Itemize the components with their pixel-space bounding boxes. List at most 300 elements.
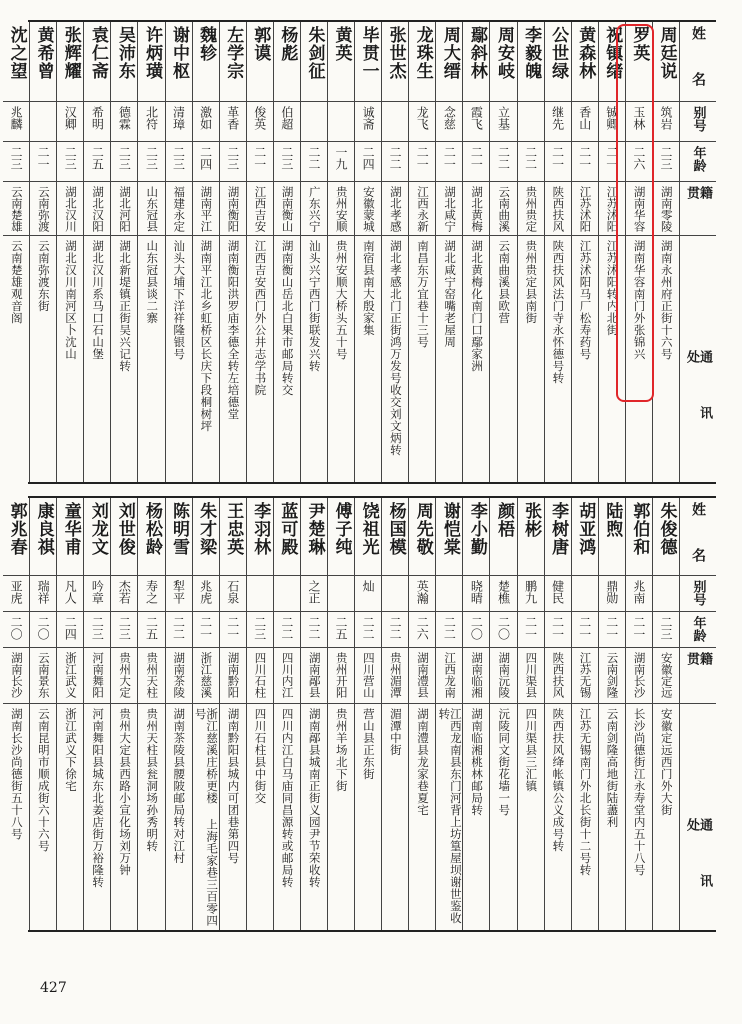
person-column	[3, 22, 29, 482]
name-cell	[328, 498, 354, 576]
addr-cell	[436, 704, 462, 930]
addr-text: 湖南黔阳县城内可团巷第四号	[226, 708, 241, 864]
name-cell	[111, 22, 137, 102]
addr-text: 云南弥渡东街	[36, 240, 51, 312]
name-cell	[382, 22, 408, 102]
age-cell	[490, 612, 516, 648]
addr-text: 安徽定远西门外大街	[659, 708, 674, 816]
origin-text: 湖北河阳	[118, 186, 133, 232]
alias-cell	[84, 576, 110, 612]
addr-text: 湖南平江北乡虹桥区长庆下段桐树坪	[199, 240, 214, 432]
name-cell	[138, 22, 164, 102]
alias-cell	[111, 102, 137, 142]
age-text: 二一	[469, 146, 484, 170]
age-text: 二二	[306, 146, 321, 170]
name-cell	[518, 498, 544, 576]
age-cell	[382, 612, 408, 648]
addr-text: 云南昆明市顺成街六十六号	[36, 708, 51, 852]
name-cell	[30, 22, 56, 102]
age-text: 二二	[279, 616, 294, 640]
age-text: 二一	[631, 616, 646, 640]
age-cell	[3, 142, 29, 182]
addr-text: 江苏沭阳马厂松寿药号	[578, 240, 593, 360]
addr-cell	[599, 704, 625, 930]
alias-text: 鼎勋	[604, 580, 619, 604]
alias-cell	[463, 102, 489, 142]
addr-text: 江西龙南县东门河背上坊篁屋坝谢世鉴收转	[437, 708, 463, 924]
alias-cell	[490, 102, 516, 142]
alias-cell	[274, 576, 300, 612]
alias-text: 霞飞	[469, 106, 484, 130]
age-text: 二一	[415, 146, 430, 170]
origin-text: 云南楚雄	[9, 186, 24, 232]
alias-cell	[57, 102, 83, 142]
origin-text: 湖南临湘	[470, 652, 485, 698]
alias-cell	[382, 102, 408, 142]
name-text: 周先敬	[412, 502, 433, 556]
name-text: 魏轸	[196, 26, 217, 62]
age-cell	[355, 142, 381, 182]
addr-text: 湖南鄗县城南正街义园尹节荣收转	[307, 708, 322, 888]
age-cell	[274, 612, 300, 648]
age-text: 二三	[117, 146, 132, 170]
origin-cell	[84, 182, 110, 236]
age-text: 二一	[550, 616, 565, 640]
name-cell	[490, 498, 516, 576]
name-cell	[545, 22, 571, 102]
addr-text: 浙江慈溪庄桥更楼 上海毛家巷三百零四号	[193, 708, 220, 927]
alias-text: 石泉	[225, 580, 240, 604]
origin-cell	[220, 648, 246, 704]
name-text: 李羽林	[250, 502, 271, 556]
age-cell	[84, 142, 110, 182]
alias-text: 革香	[225, 106, 240, 130]
age-text: 二一	[577, 146, 592, 170]
origin-cell	[355, 182, 381, 236]
age-cell	[274, 142, 300, 182]
addr-cell	[57, 704, 83, 930]
person-column	[300, 22, 327, 482]
origin-text: 湖北汉川	[63, 186, 78, 232]
alias-cell	[57, 576, 83, 612]
alias-cell	[518, 102, 544, 142]
name-text: 许炳璜	[141, 26, 162, 80]
person-column	[110, 22, 137, 482]
name-cell	[572, 22, 598, 102]
origin-text: 云南剑隆	[605, 652, 620, 698]
age-text: 二三	[658, 146, 673, 170]
name-cell	[599, 498, 625, 576]
age-text: 二一	[550, 146, 565, 170]
alias-text: 汉卿	[63, 106, 78, 130]
alias-text: 继先	[550, 106, 565, 130]
age-cell	[301, 612, 327, 648]
age-cell	[545, 612, 571, 648]
addr-text: 四川内江白马庙同昌源转或邮局转	[280, 708, 295, 888]
addr-cell	[328, 704, 354, 930]
alias-cell	[3, 576, 29, 612]
name-text: 毕贯一	[358, 26, 379, 80]
addr-cell	[301, 236, 327, 482]
addr-cell	[653, 704, 679, 930]
name-cell	[30, 498, 56, 576]
alias-text: 兆麟	[9, 106, 24, 130]
red-highlight-box	[616, 24, 654, 402]
alias-text: 楚樵	[496, 580, 511, 604]
name-text: 胡亚鸿	[575, 502, 596, 556]
name-text: 尹楚琳	[304, 502, 325, 556]
age-text: 二三	[171, 146, 186, 170]
alias-text: 筑岩	[658, 106, 673, 130]
name-text: 李毅魄	[521, 26, 542, 80]
addr-text: 湖北汉川系马口石山堡	[91, 240, 106, 360]
origin-cell	[247, 182, 273, 236]
person-column	[327, 498, 354, 930]
age-text: 二三	[658, 616, 673, 640]
age-text: 二〇	[9, 616, 24, 640]
origin-text: 贵州贵定	[524, 186, 539, 232]
name-text: 沈之望	[6, 26, 27, 80]
person-column	[192, 498, 219, 930]
addr-cell	[355, 704, 381, 930]
addr-text: 贵州大定县西路小宣化场刘万钟	[118, 708, 133, 876]
person-column	[408, 22, 435, 482]
addr-cell	[653, 236, 679, 482]
age-cell	[409, 142, 435, 182]
origin-cell	[166, 182, 192, 236]
age-text: 二三	[90, 616, 105, 640]
addr-cell	[382, 236, 408, 482]
age-cell	[599, 612, 625, 648]
origin-text: 贵州安顺	[334, 186, 349, 232]
age-text: 二一	[36, 146, 51, 170]
origin-cell	[572, 648, 598, 704]
name-cell	[57, 498, 83, 576]
name-cell	[490, 22, 516, 102]
alias-text: 玉林	[631, 106, 646, 130]
addr-cell	[3, 704, 29, 930]
origin-cell	[3, 648, 29, 704]
addr-text: 湖北咸宁窑嘴老屋周	[443, 240, 458, 348]
addr-text: 贵州羊场北下街	[334, 708, 349, 792]
person-column	[327, 22, 354, 482]
alias-cell	[301, 102, 327, 142]
header-origin-cell	[680, 182, 716, 236]
alias-text: 杰若	[117, 580, 132, 604]
name-cell	[84, 22, 110, 102]
alias-cell	[328, 102, 354, 142]
alias-text: 兆虎	[198, 580, 213, 604]
roster-table-top	[6, 20, 716, 484]
header-age-text: 年龄	[690, 146, 706, 172]
person-column	[462, 498, 489, 930]
alias-cell	[409, 576, 435, 612]
addr-cell	[572, 704, 598, 930]
name-cell	[409, 498, 435, 576]
addr-text: 陕西扶风法门寺永怀德号转	[551, 240, 566, 384]
alias-text: 寿之	[144, 580, 159, 604]
alias-cell	[138, 576, 164, 612]
alias-cell	[653, 102, 679, 142]
origin-text: 湖南鄗县	[307, 652, 322, 698]
origin-text: 四川内江	[280, 652, 295, 698]
person-column	[517, 498, 544, 930]
alias-text: 龙飞	[415, 106, 430, 130]
name-text: 陈明雪	[169, 502, 190, 556]
alias-cell	[30, 102, 56, 142]
addr-text: 湖北孝感北门正街鸿万发号收交刘文炳转	[388, 240, 403, 456]
header-age-cell	[680, 612, 716, 648]
age-text: 二二	[388, 616, 403, 640]
name-cell	[463, 498, 489, 576]
alias-cell	[3, 102, 29, 142]
age-text: 二二	[496, 146, 511, 170]
origin-text: 江苏沭阳	[605, 186, 620, 232]
addr-text: 湄潭中街	[388, 708, 403, 756]
alias-text: 香山	[577, 106, 592, 130]
header-age-text: 年龄	[690, 616, 706, 642]
origin-text: 四川渠县	[524, 652, 539, 698]
addr-text: 南昌东万宜巷十三号	[416, 240, 430, 348]
person-column	[219, 498, 246, 930]
addr-cell	[436, 236, 462, 482]
alias-text: 吟章	[90, 580, 105, 604]
age-cell	[111, 142, 137, 182]
name-text: 刘龙文	[87, 502, 108, 556]
name-text: 郭兆春	[6, 502, 27, 556]
name-cell	[545, 498, 571, 576]
alias-cell	[463, 576, 489, 612]
alias-text: 激如	[198, 106, 213, 130]
header-origin-text: 籍 贯	[684, 652, 712, 671]
addr-cell	[328, 236, 354, 482]
header-age-cell	[680, 142, 716, 182]
alias-cell	[490, 576, 516, 612]
age-text: 二二	[442, 616, 457, 640]
name-cell	[247, 498, 273, 576]
name-cell	[301, 22, 327, 102]
origin-cell	[3, 182, 29, 236]
age-text: 二一	[523, 616, 538, 640]
origin-cell	[518, 182, 544, 236]
age-cell	[138, 612, 164, 648]
roster-table-bottom	[6, 496, 716, 932]
age-cell	[409, 612, 435, 648]
alias-text: 兆南	[631, 580, 646, 604]
origin-text: 四川石柱	[253, 652, 268, 698]
origin-text: 湖北黄梅	[470, 186, 485, 232]
age-cell	[247, 612, 273, 648]
name-cell	[436, 498, 462, 576]
addr-cell	[301, 704, 327, 930]
name-cell	[166, 22, 192, 102]
person-column	[517, 22, 544, 482]
name-text: 李树唐	[548, 502, 569, 556]
addr-cell	[409, 704, 435, 930]
person-column	[625, 498, 652, 930]
name-text: 朱俊德	[656, 502, 677, 556]
origin-cell	[111, 182, 137, 236]
name-text: 李小勤	[466, 502, 487, 556]
addr-text: 山东冠县谈二寨	[145, 240, 160, 324]
age-text: 二一	[604, 146, 619, 170]
origin-text: 湖北汉阳	[91, 186, 106, 232]
header-alias-text: 别号	[690, 580, 706, 606]
age-text: 二三	[117, 616, 132, 640]
name-text: 朱才梁	[196, 502, 217, 556]
addr-cell	[193, 236, 219, 482]
addr-text: 四川石柱县中街交	[253, 708, 268, 804]
origin-cell	[30, 182, 56, 236]
person-column	[408, 498, 435, 930]
name-text: 祝镇绪	[602, 26, 623, 80]
origin-text: 贵州开阳	[334, 652, 349, 698]
addr-cell	[166, 236, 192, 482]
addr-text: 云南剑隆高地街陆藎利	[605, 708, 620, 828]
age-text: 二一	[198, 616, 213, 640]
age-text: 二一	[577, 616, 592, 640]
name-text: 傅子纯	[331, 502, 352, 556]
age-cell	[301, 142, 327, 182]
header-name-text: 姓 名	[690, 26, 706, 94]
addr-text: 南宿县南大殷家集	[361, 240, 376, 336]
origin-text: 山东冠县	[145, 186, 160, 232]
origin-cell	[463, 182, 489, 236]
alias-cell	[626, 576, 652, 612]
age-text: 二一	[442, 146, 457, 170]
person-column	[110, 498, 137, 930]
name-cell	[274, 498, 300, 576]
origin-text: 云南景东	[36, 652, 51, 698]
origin-cell	[328, 648, 354, 704]
age-text: 二六	[415, 616, 430, 640]
addr-cell	[193, 704, 219, 930]
addr-cell	[274, 236, 300, 482]
alias-cell	[545, 102, 571, 142]
person-column	[598, 498, 625, 930]
origin-cell	[545, 182, 571, 236]
alias-text: 晓晴	[469, 580, 484, 604]
person-column	[544, 498, 571, 930]
alias-cell	[572, 102, 598, 142]
alias-cell	[355, 576, 381, 612]
addr-text: 浙江武义下徐宅	[63, 708, 78, 792]
name-cell	[626, 498, 652, 576]
name-cell	[518, 22, 544, 102]
name-text: 谢中枢	[169, 26, 190, 80]
origin-text: 湖北咸宁	[443, 186, 458, 232]
age-cell	[193, 612, 219, 648]
age-text: 二四	[361, 146, 376, 170]
name-text: 谢恺棠	[439, 502, 460, 556]
origin-text: 广东兴宁	[307, 186, 322, 232]
origin-text: 湖南零陵	[659, 186, 674, 232]
addr-text: 沅陵同文街花墙一号	[497, 708, 512, 816]
person-column	[83, 498, 110, 930]
alias-text: 英瀚	[415, 580, 430, 604]
name-cell	[111, 498, 137, 576]
age-text: 二〇	[496, 616, 511, 640]
age-text: 二三	[144, 146, 159, 170]
alias-text: 希明	[90, 106, 105, 130]
header-origin-text: 籍 贯	[684, 186, 712, 205]
name-text: 黄森林	[575, 26, 596, 80]
addr-text: 湖北黄梅化南门口鄢家洲	[470, 240, 485, 372]
name-cell	[409, 22, 435, 102]
origin-text: 福建永定	[172, 186, 187, 232]
alias-text: 鹏九	[523, 580, 538, 604]
alias-text: 立基	[496, 106, 511, 130]
header-name-text: 姓 名	[690, 502, 706, 570]
addr-cell	[274, 704, 300, 930]
alias-cell	[545, 576, 571, 612]
age-cell	[518, 142, 544, 182]
alias-text: 灿	[361, 580, 376, 592]
name-text: 公世绿	[548, 26, 569, 80]
alias-cell	[193, 102, 219, 142]
alias-cell	[193, 576, 219, 612]
origin-cell	[274, 648, 300, 704]
origin-cell	[518, 648, 544, 704]
addr-text: 江苏沭阳转内北街	[605, 240, 620, 336]
person-column	[29, 22, 56, 482]
origin-cell	[138, 182, 164, 236]
name-text: 黄英	[331, 26, 352, 62]
addr-text: 贵州安顺大桥头五十号	[334, 240, 349, 360]
addr-text: 四川渠县三汇镇	[524, 708, 539, 792]
origin-cell	[545, 648, 571, 704]
header-addr-text: 通 讯 处	[684, 350, 712, 433]
person-column	[381, 498, 408, 930]
person-column	[56, 498, 83, 930]
alias-text: 瑞祥	[36, 580, 51, 604]
addr-cell	[518, 236, 544, 482]
origin-text: 贵州天柱	[145, 652, 160, 698]
origin-cell	[382, 648, 408, 704]
name-text: 龙珠生	[412, 26, 433, 80]
origin-text: 河南舞阳	[91, 652, 106, 698]
origin-cell	[653, 648, 679, 704]
name-cell	[57, 22, 83, 102]
alias-text: 伯超	[279, 106, 294, 130]
origin-text: 贵州大定	[118, 652, 133, 698]
addr-text: 江西吉安西门外公井志学书院	[253, 240, 268, 396]
person-column	[3, 498, 29, 930]
person-column	[435, 22, 462, 482]
age-text: 二三	[63, 146, 78, 170]
name-cell	[3, 22, 29, 102]
origin-cell	[490, 648, 516, 704]
header-name-cell	[680, 498, 716, 576]
alias-cell	[599, 576, 625, 612]
person-column	[165, 498, 192, 930]
origin-cell	[111, 648, 137, 704]
name-text: 吴沛东	[114, 26, 135, 80]
addr-cell	[30, 236, 56, 482]
age-text: 二〇	[36, 616, 51, 640]
addr-cell	[463, 236, 489, 482]
age-cell	[166, 612, 192, 648]
alias-cell	[572, 576, 598, 612]
age-cell	[382, 142, 408, 182]
age-text: 二三	[279, 146, 294, 170]
name-cell	[274, 22, 300, 102]
addr-cell	[138, 704, 164, 930]
origin-cell	[328, 182, 354, 236]
origin-text: 云南弥渡	[36, 186, 51, 232]
alias-cell	[409, 102, 435, 142]
person-column	[56, 22, 83, 482]
